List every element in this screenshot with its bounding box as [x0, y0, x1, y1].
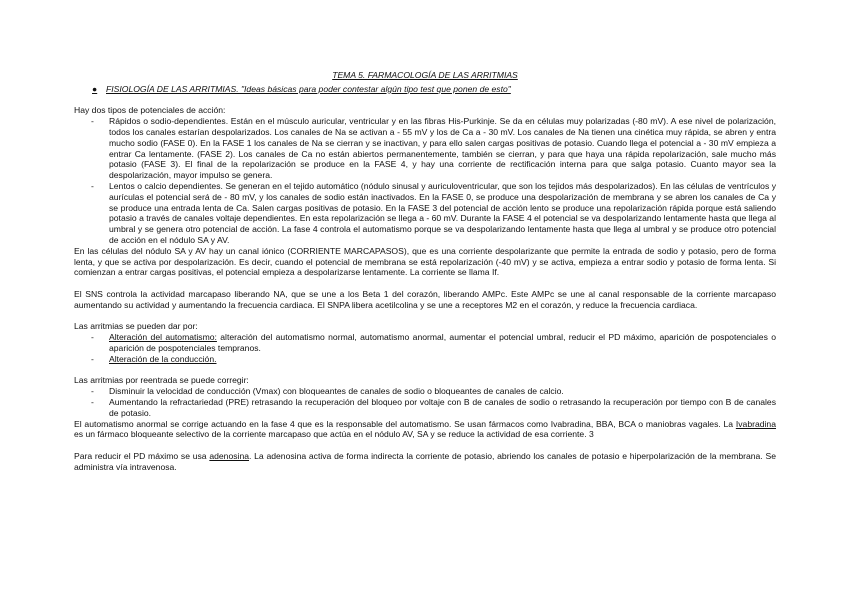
list-item-text: Lentos o calcio dependientes. Se generan en el tejido automático (nódulo sinusal y auriculoventricular, que son los tejidos más despolarizados). En las células de ventrículos y aurículas el potencial será de - 80 mV, y los canales de sodio están inactivados. En la FASE 0, se produce una despolarización de membrana y se abren los canales de Ca y se produce una entrada lenta de Ca. Salen cargas positivas de potasio. En la FASE 3 del potencial de acción lento se produce una repolarización rápida porque está saliendo potasio a través de canales voltaje dependientes. En esta repolarización se llega a - 60 mV. Durante la FASE 4 el potencial se va despolarizando lentamente hasta que llega al umbral y se genera otro potencial de acción. La fase 4 controla el automatismo porque se va despolarizando lentamente hasta que llega al umbral y se produce otro potencial de acción en el nódulo SA y AV. — [109, 180, 776, 245]
list-item — [91, 354, 776, 365]
list-dash: - — [91, 180, 94, 191]
list-dash: - — [91, 332, 94, 343]
list-item — [91, 332, 776, 354]
document-page — [74, 70, 776, 472]
list-dash: - — [91, 353, 94, 364]
automatismo-paragraph — [74, 419, 776, 441]
adenosina-term: adenosina — [209, 450, 250, 461]
list-item-text: Disminuir la velocidad de conducción (Vmax) con bloqueantes de canales de sodio o bloqueantes de canales de calcio. — [109, 386, 564, 397]
list-item — [91, 386, 776, 397]
list-item-text: Aumentando la refractariedad (PRE) retrasando la recuperación del bloqueo por voltaje con B de canales de sodio o retrasando la recuperación por tiempo con B de canales de potasio. — [109, 396, 776, 418]
causes-intro: Las arritmias se pueden dar por: — [74, 321, 198, 332]
list-dash: - — [91, 116, 94, 127]
list-dash: - — [91, 386, 94, 397]
list-item-text — [109, 332, 776, 354]
pd-paragraph — [74, 451, 776, 473]
cause-automatismo-label: Alteración del automatismo: — [109, 332, 217, 343]
pd-text-1: Para reducir el PD máximo se usa — [74, 450, 210, 461]
cause-conduccion-label: Alteración de la conducción. — [109, 353, 217, 364]
list-dash: - — [91, 396, 94, 407]
list-item-text: Rápidos o sodio-dependientes. Están en el músculo auricular, ventricular y en las fibras His-Purkinje. Se da en células muy polarizadas (-80 mV). A ese nivel de polarización, todos los canales estarían despolarizados. Los canales de Na se activan a - 55 mV y los de Ca a - 30 mV. Los canales de Na tienen una cinética muy rápida, se abren y entra mucho sodio (FASE 0). En la FASE 1 los canales de Na se cierran y se inactivan, y para ello salen cargas positivas de potasio. Cuando llega el potencial a - 30 mV empieza a entrar Ca lentamente. (FASE 2). Los canales de Ca no están abiertos permanentemente, también se cierran, y para que haya una rápida repolarización, sale mucho más potasio (FASE 3). El final de la repolarización se produce en la FASE 4, y hay una corriente de rectificación interna para que salga potasio. Cuanto mayor sea la despolarización, mayor impulso se genera. — [109, 116, 776, 181]
page-title: TEMA 5. FARMACOLOGÍA DE LAS ARRITMIAS — [332, 70, 518, 80]
intro-paragraph: Hay dos tipos de potenciales de acción: — [74, 105, 226, 116]
automatismo-text-1: El automatismo anormal se corrige actuando en la fase 4 que es la responsable del automatismo. Se usan fármacos como Ivabradina, BBA, BCA o maniobras vagales. La — [74, 418, 736, 429]
sns-paragraph: El SNS controla la actividad marcapaso liberando NA, que se une a los Beta 1 del corazón, liberando AMPc. Este AMPc se une al canal responsable de la corriente marcapaso aumentando su actividad y aumentando la frecuencia cardiaca. El SNPA libera acetilcolina y se une a receptores M2 en el corazón, y reduce la frecuencia cardiaca. — [74, 288, 776, 310]
list-item-text — [109, 354, 776, 365]
ivabradina-term: Ivabradina — [735, 418, 776, 429]
pd-text-2: . La adenosina activa de forma indirecta la corriente de potasio, abriendo los canales de potasio e hiperpolarización de la membrana. Se administra vía intravenosa. — [74, 450, 776, 472]
automatismo-text-2: es un fármaco bloqueante selectivo de la corriente marcapaso que actúa en el nódulo AV, SA y se reduce la actividad de esa corriente. 3 — [74, 429, 594, 440]
subtitle-bullet — [92, 84, 776, 95]
list-item — [91, 116, 776, 181]
reentry-intro: Las arritmias por reentrada se puede corregir: — [74, 375, 249, 386]
bullet-dot-icon: ● — [92, 83, 98, 94]
list-item — [91, 181, 776, 246]
list-item — [91, 397, 776, 419]
cause-automatismo-text: alteración del automatismo normal, automatismo anormal, aumentar el potencial umbral, reducir el PD máximo, aparición de pospotenciales o aparición de pospotenciales tempranos. — [109, 332, 776, 353]
nodulo-paragraph: En las células del nódulo SA y AV hay un canal iónico (CORRIENTE MARCAPASOS), que es una corriente despolarizante que permite la entrada de sodio y potasio, pero de forma lenta, y que se activa por despolarización. Es decir, cuando el potencial de membrana se está repolarización (-40 mV) y se activa, empieza a entrar sodio y potasio de forma lenta. Si comienzan a entrar cargas positivas, el potencial empieza a despolarizarse lentamente. La corriente se llama If. — [74, 245, 776, 278]
subtitle: FISIOLOGÍA DE LAS ARRITMIAS. "Ideas básicas para poder contestar algún tipo test que ponen de esto" — [106, 83, 511, 94]
